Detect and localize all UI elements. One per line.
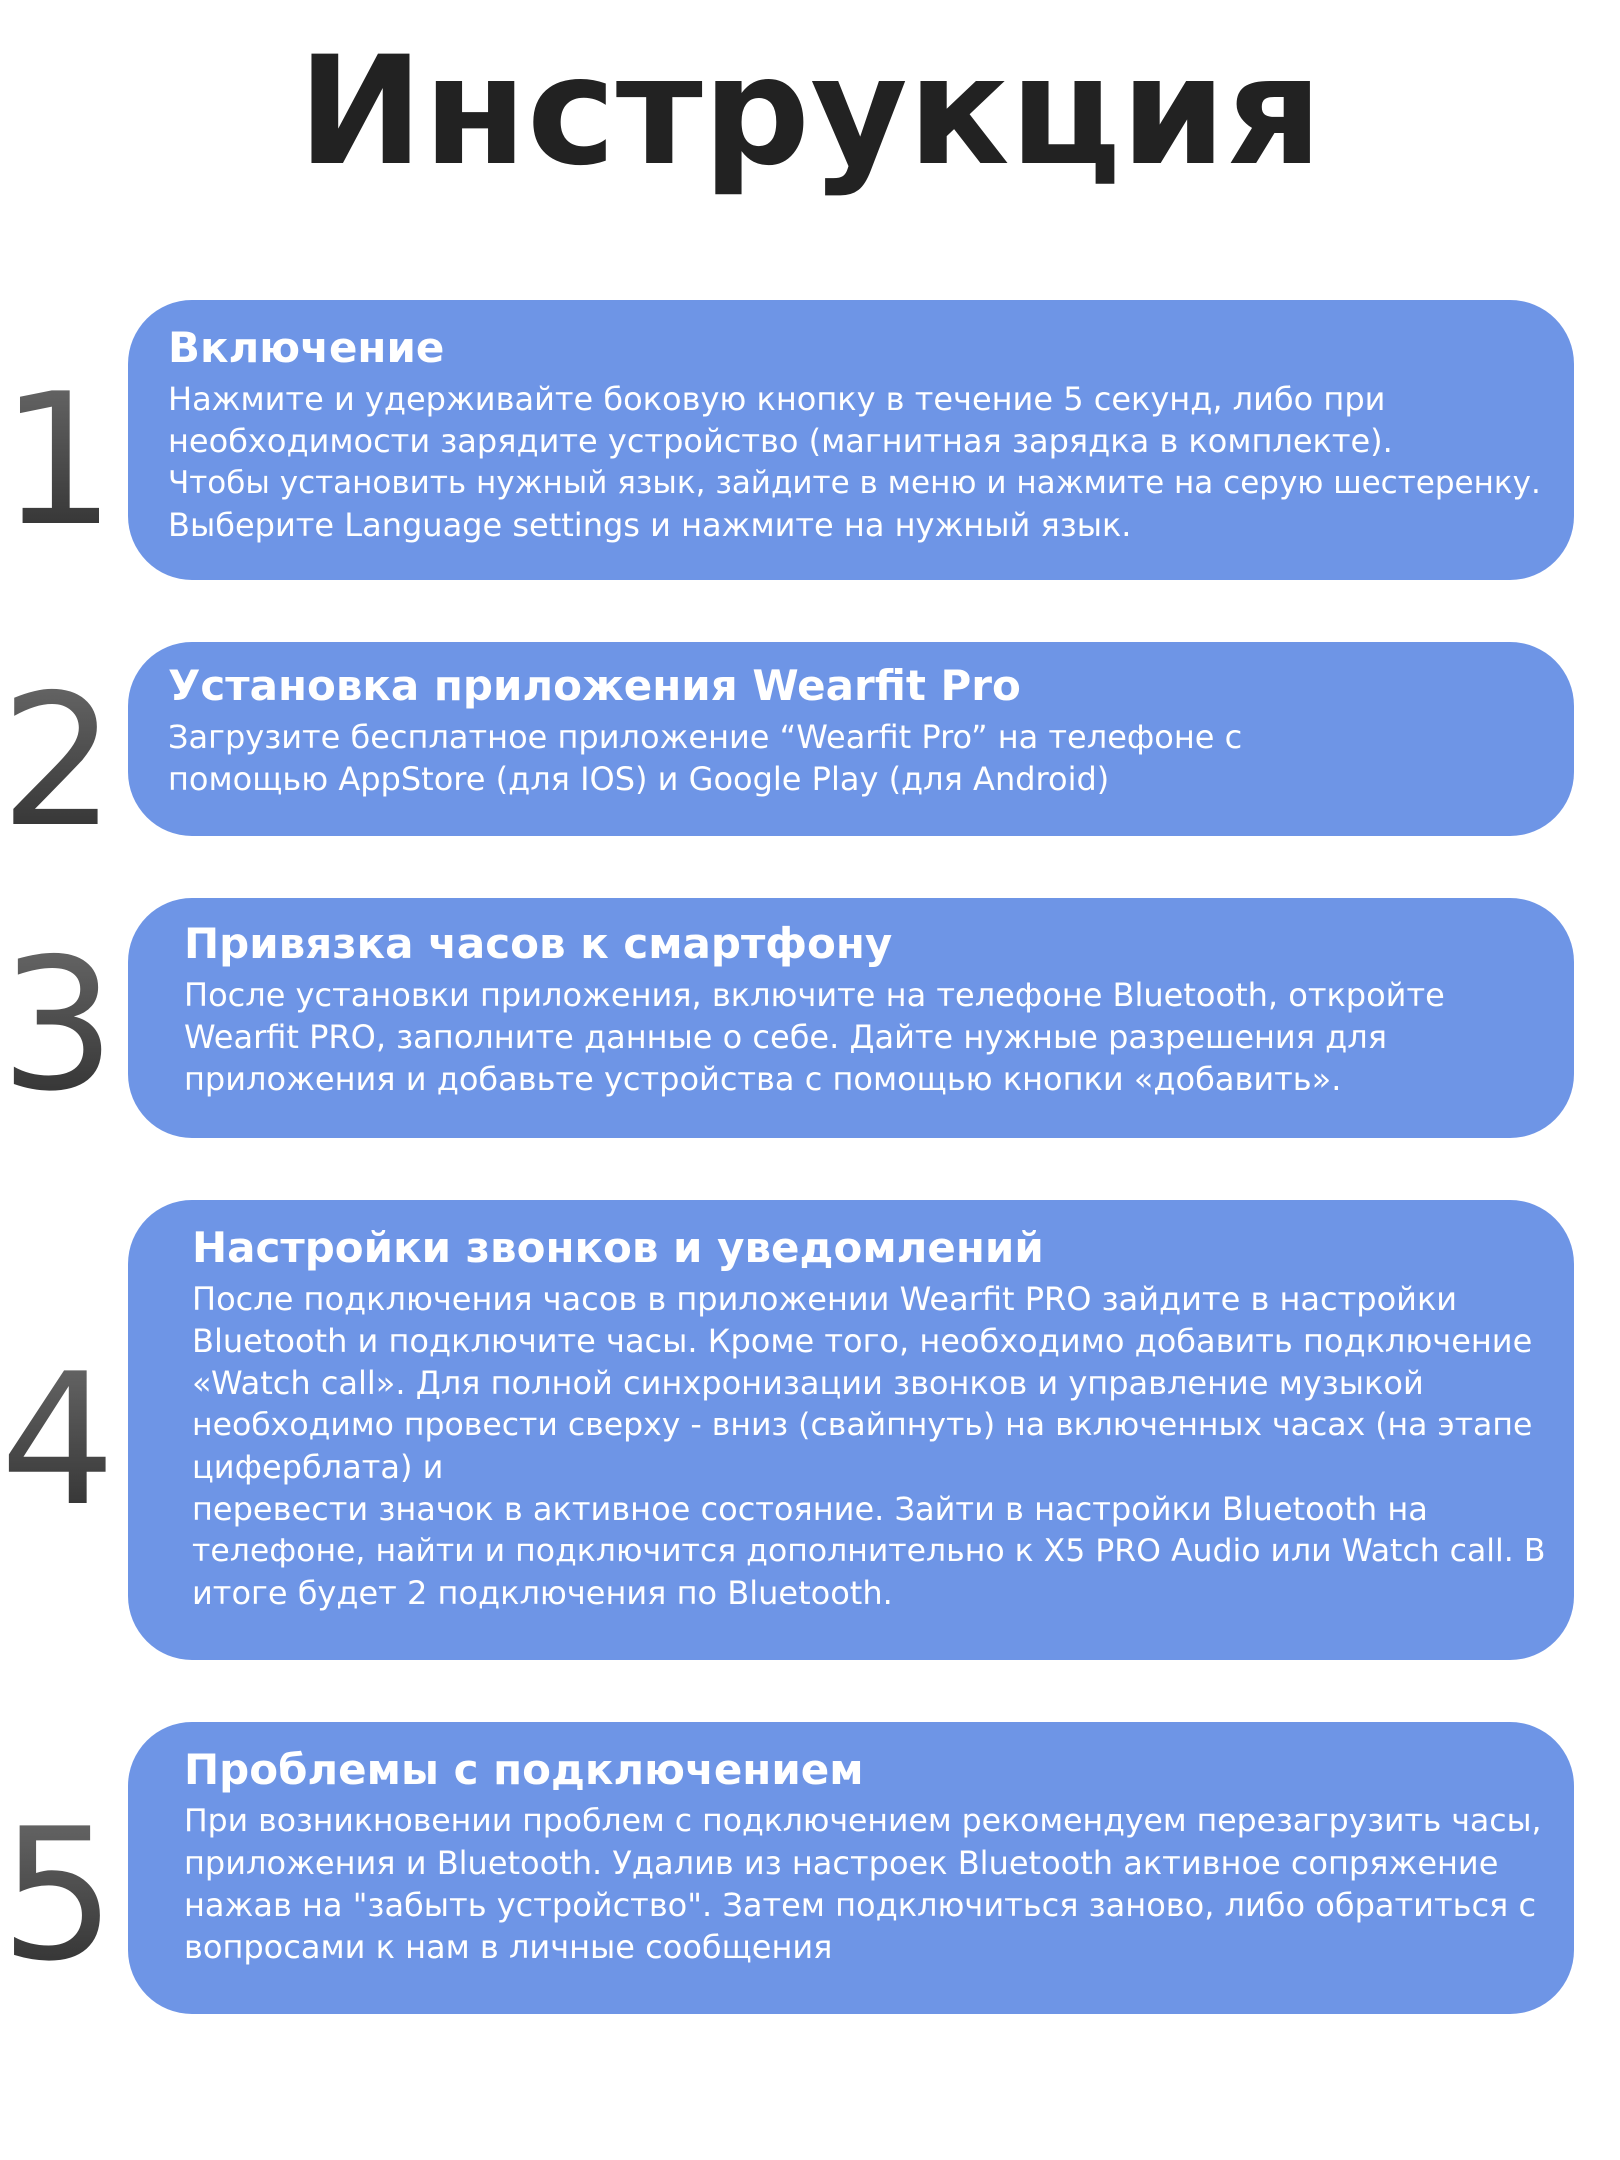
step-text-line: Нажмите и удерживайте боковую кнопку в течение 5 секунд, либо при bbox=[168, 380, 1386, 418]
step-number: 1 bbox=[0, 354, 116, 566]
step-title: Проблемы с подключением bbox=[184, 1745, 864, 1794]
step-card-power-on bbox=[128, 300, 1574, 580]
step-text-line: телефоне, найти и подключится дополнительно к X5 PRO Audio или Watch call. В bbox=[192, 1533, 1546, 1569]
step-text-line: «Watch call». Для полной синхронизации звонков и управление музыкой bbox=[192, 1364, 1424, 1402]
step-text-line: нажав на "забыть устройство". Затем подключиться заново, либо обратиться с bbox=[184, 1886, 1537, 1924]
step-text-line: перевести значок в активное состояние. Зайти в настройки Bluetooth на bbox=[192, 1490, 1428, 1528]
page-title: Инструкция bbox=[297, 25, 1323, 199]
step-text-line: необходимости зарядите устройство (магнитная зарядка в комплекте). bbox=[168, 422, 1393, 460]
step-text-line: Загрузите бесплатное приложение “Wearfit Pro” на телефоне с bbox=[168, 718, 1243, 756]
step-title: Настройки звонков и уведомлений bbox=[192, 1223, 1044, 1272]
step-text-line: вопросами к нам в личные сообщения bbox=[184, 1928, 833, 1966]
step-text-line: Bluetooth и подключите часы. Кроме того, необходимо добавить подключение bbox=[192, 1322, 1533, 1360]
step-number: 4 bbox=[0, 1334, 116, 1546]
step-text-line: необходимо провести сверху - вниз (свайпнуть) на включенных часах (на этапе bbox=[192, 1407, 1533, 1443]
step-text bbox=[168, 378, 1541, 546]
step-title: Привязка часов к смартфону bbox=[184, 919, 893, 968]
step-text-line: приложения и Bluetooth. Удалив из настроек Bluetooth активное сопряжение bbox=[184, 1844, 1499, 1882]
step-text-line: помощью AppStore (для IOS) и Google Play (для Android) bbox=[168, 760, 1110, 798]
step-text bbox=[184, 1800, 1542, 1968]
step-text-line: итоге будет 2 подключения по Bluetooth. bbox=[192, 1574, 893, 1612]
step-text bbox=[192, 1278, 1546, 1614]
step-number: 3 bbox=[0, 919, 116, 1131]
step-text-line: циферблата) и bbox=[192, 1448, 444, 1486]
step-card-calls-notifications bbox=[128, 1200, 1574, 1660]
step-text-line: После подключения часов в приложении Wearfit PRO зайдите в настройки bbox=[192, 1280, 1458, 1318]
step-number: 5 bbox=[0, 1789, 116, 2001]
step-text-line: Чтобы установить нужный язык, зайдите в меню и нажмите на серую шестеренку. bbox=[168, 465, 1541, 501]
step-text-line: Выберите Language settings и нажмите на нужный язык. bbox=[168, 506, 1132, 544]
step-card-connection-problems bbox=[128, 1722, 1574, 2014]
step-text-line: Wearfit PRO, заполните данные о себе. Дайте нужные разрешения для bbox=[184, 1018, 1387, 1056]
step-text bbox=[168, 716, 1534, 800]
step-title: Установка приложения Wearfit Pro bbox=[168, 661, 1021, 710]
step-text-line: При возникновении проблем с подключением рекомендуем перезагрузить часы, bbox=[184, 1803, 1542, 1839]
step-card-pairing bbox=[128, 898, 1574, 1138]
step-number: 2 bbox=[0, 655, 116, 867]
step-text bbox=[184, 974, 1534, 1100]
step-title: Включение bbox=[168, 323, 445, 372]
step-card-install-app bbox=[128, 642, 1574, 836]
step-text-line: После установки приложения, включите на телефоне Bluetooth, откройте bbox=[184, 976, 1445, 1014]
step-text-line: приложения и добавьте устройства с помощью кнопки «добавить». bbox=[184, 1060, 1342, 1098]
